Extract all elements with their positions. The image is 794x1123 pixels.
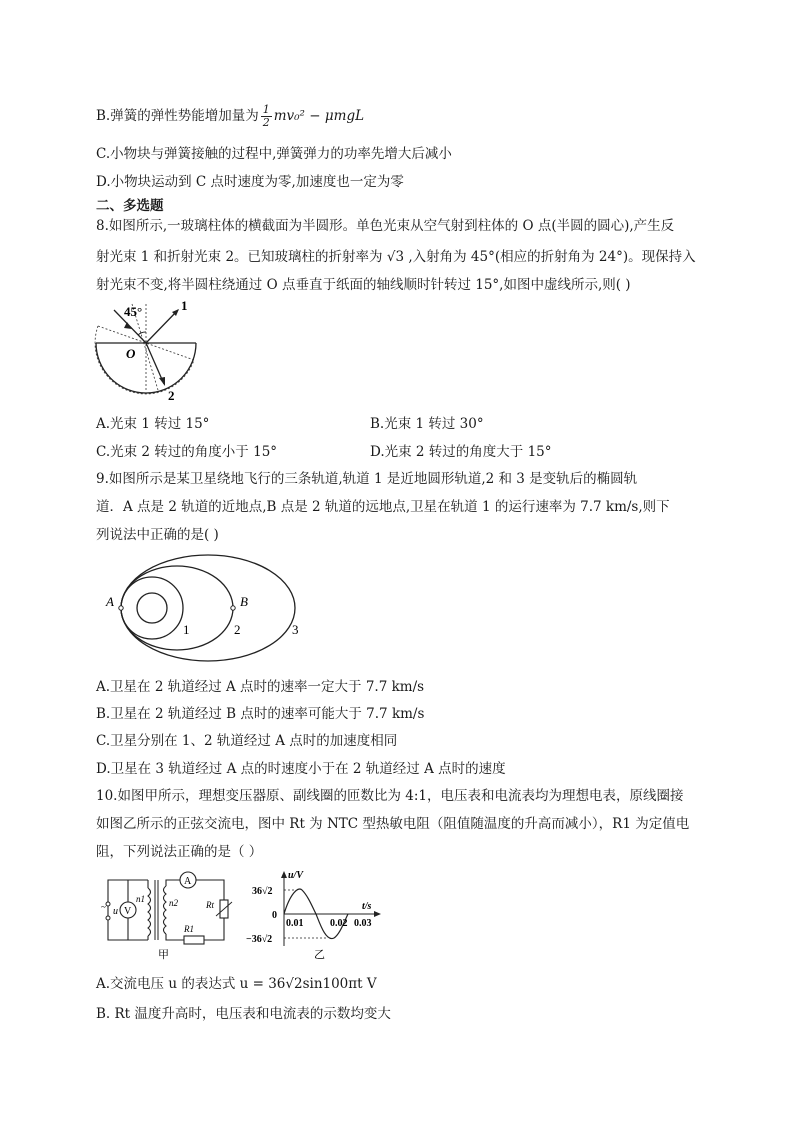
x-axis-label: t/s xyxy=(362,901,372,912)
q9-option-b: B.卫星在 2 轨道经过 B 点时的速率可能大于 7.7 km/s xyxy=(96,706,425,722)
y-axis-arrow xyxy=(281,871,287,878)
ray-1-label: 1 xyxy=(181,298,188,313)
q8-option-d: D.光束 2 转过的角度大于 15° xyxy=(370,444,552,460)
q9-stem-line2: 道．A 点是 2 轨道的近地点,B 点是 2 轨道的远地点,卫星在轨道 1 的运行速率为 7.7 km/s,则下 xyxy=(96,499,670,515)
resistor-r1 xyxy=(184,936,204,944)
point-a-label: A xyxy=(106,594,114,609)
q7-option-b-text: B.弹簧的弹性势能增加量为 xyxy=(96,108,259,124)
point-b-label: B xyxy=(240,594,248,609)
origin-label: 0 xyxy=(272,910,277,921)
fraction xyxy=(261,104,272,129)
q10-stem-line2: 如图乙所示的正弦交流电，图中 Rt 为 NTC 型热敏电阻（阻值随温度的升高而减小），R1 为定值电 xyxy=(96,816,690,832)
q10-option-b: B. Rt 温度升高时，电压表和电流表的示数均变大 xyxy=(96,1006,391,1022)
primary-coil xyxy=(148,888,151,936)
source-terminal-top xyxy=(106,902,110,906)
q8-stem-line1: 8.如图所示,一玻璃柱体的横截面为半圆形。单色光束从空气射到柱体的 O 点(半圆的圆心),产生反 xyxy=(96,218,675,234)
source-terminal-bottom xyxy=(106,916,110,920)
q7-option-b xyxy=(96,104,364,129)
q7-option-b-expression: mv₀² − μmgL xyxy=(273,108,365,124)
rt-label: Rt xyxy=(206,900,214,910)
fraction-numerator: 1 xyxy=(262,103,270,116)
q7-option-d: D.小物块运动到 C 点时速度为零,加速度也一定为零 xyxy=(96,174,404,190)
orbit-1-label: 1 xyxy=(183,622,190,637)
section-title: 二、多选题 xyxy=(96,198,164,214)
q10-stem-line1: 10.如图甲所示，理想变压器原、副线圈的匝数比为 4:1，电压表和电流表均为理想电表，原线圈接 xyxy=(96,788,684,804)
q9-option-a: A.卫星在 2 轨道经过 A 点时的速率一定大于 7.7 km/s xyxy=(96,679,425,695)
q8-option-a: A.光束 1 转过 15° xyxy=(96,416,210,432)
q9-figure xyxy=(100,550,320,670)
q8-stem-line2: 射光束 1 和折射光束 2。已知玻璃柱的折射率为 √3 ,入射角为 45°(相应的折射角为 24°)。现保持入 xyxy=(96,249,696,265)
voltmeter-label: V xyxy=(124,906,132,917)
orbit-3 xyxy=(121,555,295,661)
q7-option-c: C.小物块与弹簧接触的过程中,弹簧弹力的功率先增大后减小 xyxy=(96,146,452,162)
q10-figure-yi xyxy=(244,866,384,966)
voltage-label: u xyxy=(113,906,118,917)
q9-option-d: D.卫星在 3 轨道经过 A 点的时速度小于在 2 轨道经过 A 点时的速度 xyxy=(96,761,506,777)
point-b-marker xyxy=(231,606,235,610)
q10-stem-line3: 阻，下列说法正确的是（ ） xyxy=(96,844,263,860)
q9-stem-line1: 9.如图所示是某卫星绕地飞行的三条轨道,轨道 1 是近地圆形轨道,2 和 3 是变轨后的椭圆轨 xyxy=(96,471,638,487)
secondary-coil xyxy=(164,886,167,934)
center-label: O xyxy=(126,346,136,361)
earth xyxy=(137,593,167,623)
x-tick-1: 0.01 xyxy=(286,918,304,929)
ac-source-symbol: ~ xyxy=(101,902,106,912)
n2-label: n2 xyxy=(169,898,178,908)
figure-jia-caption: 甲 xyxy=(158,949,169,961)
ammeter-label: A xyxy=(184,876,192,887)
q8-stem-line3: 射光束不变,将半圆柱绕通过 O 点垂直于纸面的轴线顺时针转过 15°,如图中虚线所示,则( ) xyxy=(96,277,631,293)
q8-option-c: C.光束 2 转过的角度小于 15° xyxy=(96,444,278,460)
n1-label: n1 xyxy=(136,894,145,904)
q9-stem-line3: 列说法中正确的是( ) xyxy=(96,527,219,543)
point-a-marker xyxy=(119,606,123,610)
orbit-2-label: 2 xyxy=(234,622,241,637)
secondary-wire-return xyxy=(166,934,184,940)
x-tick-2: 0.02 xyxy=(330,918,348,929)
figure-yi-caption: 乙 xyxy=(314,949,325,961)
r1-label: R1 xyxy=(184,924,194,934)
incident-arrow xyxy=(124,322,132,329)
ray-2-label: 2 xyxy=(168,388,175,403)
ymin-label: −36√2 xyxy=(246,934,273,945)
fraction-denominator: 2 xyxy=(262,116,270,129)
q10-figure-jia xyxy=(100,870,240,962)
x-tick-3: 0.03 xyxy=(354,918,372,929)
orbit-2 xyxy=(121,566,233,650)
reflected-ray-1 xyxy=(146,310,178,343)
q9-option-c: C.卫星分别在 1、2 轨道经过 A 点时的加速度相同 xyxy=(96,733,398,749)
orbit-3-label: 3 xyxy=(292,622,299,637)
ymax-label: 36√2 xyxy=(252,886,273,897)
q8-option-b: B.光束 1 转过 30° xyxy=(370,416,484,432)
q10-option-a: A.交流电压 u 的表达式 u = 36√2sin100πt V xyxy=(96,976,377,992)
secondary-wire-right xyxy=(196,880,224,900)
rotated-semicircle-outline xyxy=(95,326,194,394)
y-axis-label: u/V xyxy=(288,870,304,881)
secondary-wire-top xyxy=(166,880,180,886)
x-axis-arrow xyxy=(374,911,381,917)
secondary-wire-bottom xyxy=(204,918,224,940)
orbit-1 xyxy=(121,577,183,639)
q8-figure xyxy=(92,296,212,406)
angle-arc xyxy=(138,332,146,335)
angle-label: 45° xyxy=(124,304,143,319)
refracted-arrow xyxy=(159,377,165,386)
